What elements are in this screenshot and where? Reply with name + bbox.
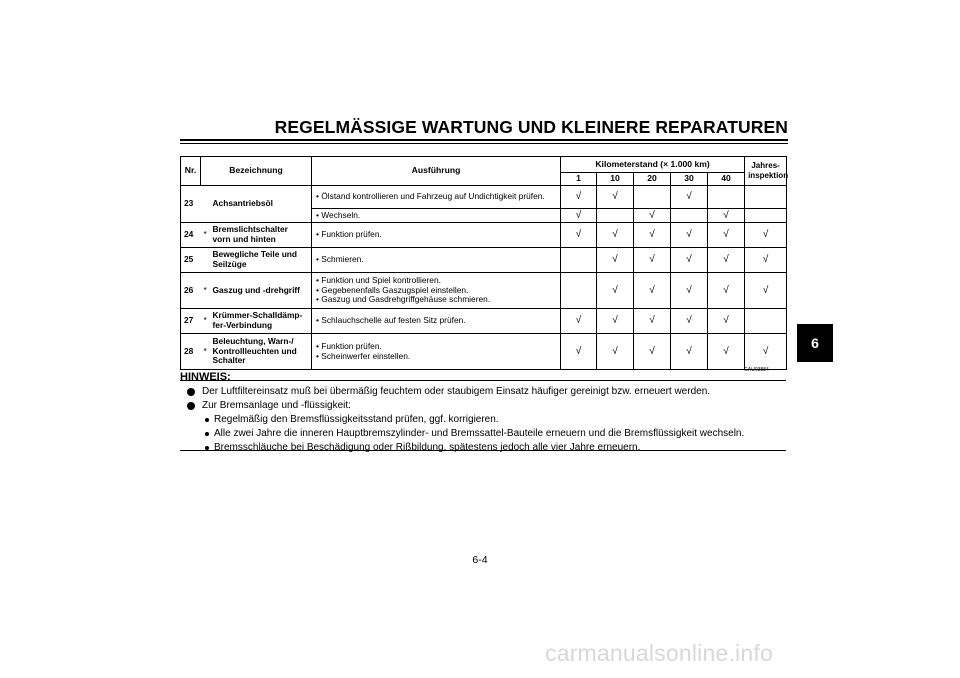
check-cell (671, 209, 708, 223)
row-name: Bremslichtschalter vorn und hinten (210, 223, 312, 248)
table-row (181, 186, 787, 209)
action-item: • Gaszug und Gasdrehgriffgehäuse schmieren. (315, 295, 557, 305)
row-nr: 27 (181, 309, 201, 334)
check-cell: √ (708, 248, 745, 273)
action-item: • Gegebenenfalls Gaszugspiel einstellen. (315, 286, 557, 296)
note-subitem-text: Alle zwei Jahre die inneren Hauptbremszylinder- und Bremssattel-Bauteile erneuern und die Bremsflüssigkeit wechseln. (214, 428, 745, 439)
row-name: Gaszug und -drehgriff (210, 273, 312, 309)
check-cell: √ (708, 334, 745, 370)
table-row (181, 309, 787, 334)
title-rule (180, 139, 788, 141)
table-row (181, 248, 787, 273)
note-item-text: Zur Bremsanlage und -flüssigkeit: (202, 400, 351, 411)
action-item: • Funktion prüfen. (315, 230, 557, 240)
check-cell: √ (671, 309, 708, 334)
header-kilometerstand: Kilometerstand (× 1.000 km) (561, 157, 745, 173)
row-name: Achsantriebsöl (210, 186, 312, 223)
check-cell: √ (634, 273, 671, 309)
check-cell: √ (597, 273, 634, 309)
check-cell: √ (671, 273, 708, 309)
note-subitem (185, 441, 785, 455)
check-cell: √ (597, 309, 634, 334)
row-star: * (201, 309, 210, 334)
check-cell: √ (634, 209, 671, 223)
row-nr: 28 (181, 334, 201, 370)
note-heading-rule (180, 380, 786, 381)
table-row (181, 273, 787, 309)
row-actions (312, 186, 561, 209)
check-cell (561, 273, 597, 309)
row-name: Krümmer-Schalldämp- fer-Verbindung (210, 309, 312, 334)
check-cell (634, 186, 671, 209)
row-actions (312, 334, 561, 370)
row-star: * (201, 223, 210, 248)
check-cell: √ (597, 186, 634, 209)
check-cell (745, 209, 787, 223)
maintenance-table-body (181, 186, 787, 370)
check-cell: √ (561, 223, 597, 248)
bullet-icon (205, 418, 209, 422)
check-cell (597, 209, 634, 223)
row-actions (312, 248, 561, 273)
check-cell: √ (634, 223, 671, 248)
check-cell: √ (708, 223, 745, 248)
note-item-text: Der Luftfiltereinsatz muß bei übermäßig feuchtem oder staubigem Einsatz häufiger gereinigt bzw. erneuert werden. (202, 386, 711, 397)
check-cell: √ (634, 309, 671, 334)
check-cell: √ (671, 248, 708, 273)
action-item: • Ölstand kontrollieren und Fahrzeug auf Undichtigkeit prüfen. (315, 192, 557, 202)
header-km-30: 30 (671, 173, 708, 186)
check-cell (708, 186, 745, 209)
check-cell: √ (561, 334, 597, 370)
check-cell: √ (634, 334, 671, 370)
row-star: * (201, 334, 210, 370)
check-cell: √ (561, 209, 597, 223)
page-number: 6-4 (472, 554, 488, 566)
note-heading: HINWEIS: (180, 371, 231, 383)
action-item: • Schmieren. (315, 255, 557, 265)
check-cell: √ (745, 273, 787, 309)
note-subitem-text: Bremsschläuche bei Beschädigung oder Rißbildung, spätestens jedoch alle vier Jahre erneuern. (214, 442, 641, 453)
note-bottom-rule (180, 450, 786, 451)
title-rule-thin (180, 143, 788, 144)
check-cell: √ (745, 248, 787, 273)
row-name: Beleuchtung, Warn-/ Kontrollleuchten und Schalter (210, 334, 312, 370)
maintenance-table (180, 156, 787, 370)
check-cell: √ (597, 223, 634, 248)
header-bezeichnung: Bezeichnung (201, 157, 312, 186)
row-star (201, 248, 210, 273)
action-item: • Scheinwerfer einstellen. (315, 352, 557, 362)
row-star (201, 186, 210, 223)
action-item: • Wechseln. (315, 211, 557, 221)
check-cell: √ (671, 186, 708, 209)
header-km-20: 20 (634, 173, 671, 186)
reference-code: GAU03884 (744, 367, 769, 373)
check-cell: √ (708, 273, 745, 309)
note-item (185, 399, 785, 413)
table-row (181, 334, 787, 370)
check-cell (745, 309, 787, 334)
note-item (185, 385, 785, 399)
check-cell: √ (708, 309, 745, 334)
row-name: Bewegliche Teile und Seilzüge (210, 248, 312, 273)
check-cell: √ (745, 223, 787, 248)
header-km-40: 40 (708, 173, 745, 186)
check-cell: √ (708, 209, 745, 223)
note-list (185, 385, 785, 455)
header-nr: Nr. (181, 157, 201, 186)
check-cell: √ (671, 334, 708, 370)
action-item: • Schlauchschelle auf festen Sitz prüfen. (315, 316, 557, 326)
row-actions (312, 309, 561, 334)
chapter-tab: 6 (797, 324, 833, 362)
action-item: • Funktion prüfen. (315, 342, 557, 352)
row-nr: 24 (181, 223, 201, 248)
check-cell: √ (634, 248, 671, 273)
row-nr: 25 (181, 248, 201, 273)
check-cell: √ (561, 186, 597, 209)
table-row (181, 223, 787, 248)
page-title: REGELMÄSSIGE WARTUNG UND KLEINERE REPARATUREN (274, 117, 788, 137)
check-cell: √ (671, 223, 708, 248)
note-subitem (185, 427, 785, 441)
note-heading-wrap (180, 371, 786, 383)
row-actions (312, 273, 561, 309)
row-actions (312, 209, 561, 223)
bullet-icon (187, 388, 195, 396)
check-cell: √ (597, 248, 634, 273)
row-star: * (201, 273, 210, 309)
check-cell: √ (561, 309, 597, 334)
header-jahresinspektion: Jahres- inspektion (745, 157, 787, 186)
row-nr: 26 (181, 273, 201, 309)
row-nr: 23 (181, 186, 201, 223)
note-subitem (185, 413, 785, 427)
check-cell (745, 186, 787, 209)
bullet-icon (205, 432, 209, 436)
row-actions (312, 223, 561, 248)
check-cell (561, 248, 597, 273)
note-subitem-text: Regelmäßig den Bremsflüssigkeitsstand prüfen, ggf. korrigieren. (214, 414, 499, 425)
bullet-icon (187, 402, 195, 410)
header-km-1: 1 (561, 173, 597, 186)
check-cell: √ (597, 334, 634, 370)
check-cell: √ (745, 334, 787, 370)
watermark: carmanualsonline.info (545, 640, 773, 666)
action-item: • Funktion und Spiel kontrollieren. (315, 276, 557, 286)
header-ausfuehrung: Ausführung (312, 157, 561, 186)
header-km-10: 10 (597, 173, 634, 186)
